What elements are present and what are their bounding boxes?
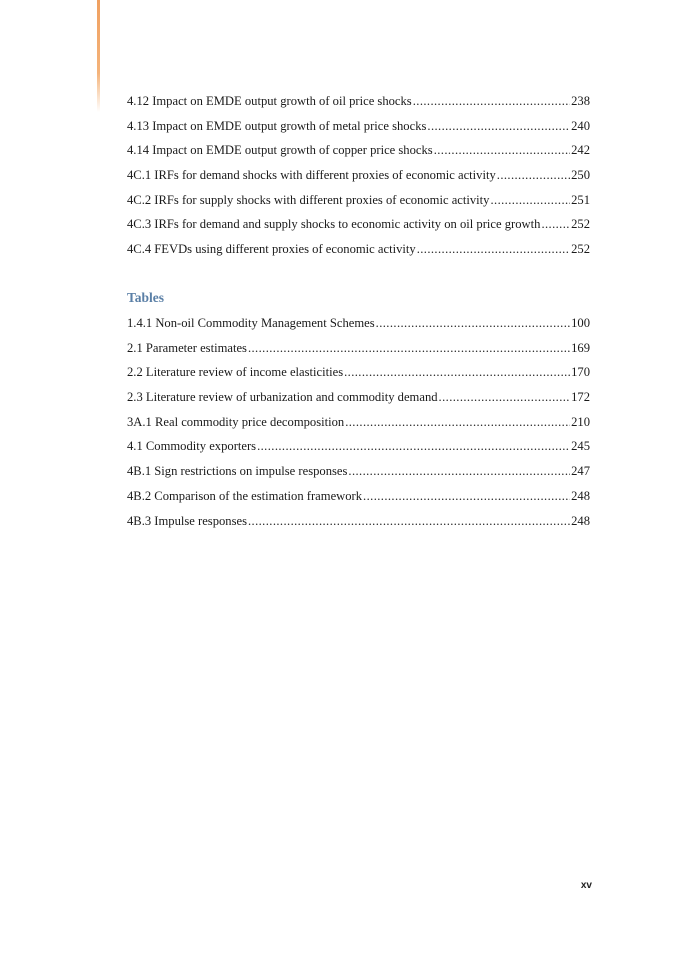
toc-leader-dots	[257, 434, 570, 459]
toc-entry-label: 4C.4 FEVDs using different proxies of economic activity	[127, 242, 416, 257]
toc-entry[interactable]	[127, 237, 590, 262]
toc-entry-label: 4B.2 Comparison of the estimation framework	[127, 488, 363, 503]
toc-entry[interactable]	[127, 114, 590, 139]
toc-entry-label: 2.3 Literature review of urbanization and commodity demand	[127, 390, 438, 405]
toc-entry[interactable]	[127, 138, 590, 163]
toc-leader-dots	[413, 89, 570, 114]
toc-entry-page: 252	[571, 217, 590, 232]
toc-entry-label: 4C.3 IRFs for demand and supply shocks to economic activity on oil price growth	[127, 217, 541, 232]
toc-entry[interactable]	[127, 385, 590, 410]
figures-list	[127, 89, 590, 262]
toc-entry-page: 169	[571, 340, 590, 355]
toc-entry-label: 4B.1 Sign restrictions on impulse responses	[127, 464, 348, 479]
toc-leader-dots	[417, 237, 570, 262]
toc-leader-dots	[345, 410, 570, 435]
toc-leader-dots	[344, 360, 570, 385]
toc-leader-dots	[541, 212, 570, 237]
toc-entry-page: 247	[571, 464, 590, 479]
toc-entry[interactable]	[127, 434, 590, 459]
toc-entry[interactable]	[127, 212, 590, 237]
toc-entry[interactable]	[127, 311, 590, 336]
toc-entry-label: 4B.3 Impulse responses	[127, 513, 247, 528]
toc-entry-label: 3A.1 Real commodity price decomposition	[127, 414, 345, 429]
toc-entry[interactable]	[127, 89, 590, 114]
toc-entry-label: 4.13 Impact on EMDE output growth of metal price shocks	[127, 118, 427, 133]
toc-entry-page: 251	[571, 192, 590, 207]
page-accent-bar	[97, 0, 100, 112]
toc-entry[interactable]	[127, 459, 590, 484]
toc-entry[interactable]	[127, 188, 590, 213]
page-number: xv	[580, 880, 592, 891]
toc-entry-label: 4.1 Commodity exporters	[127, 439, 257, 454]
toc-entry-label: 1.4.1 Non-oil Commodity Management Schemes	[127, 316, 375, 330]
toc-leader-dots	[363, 484, 570, 509]
toc-entry-label: 4.14 Impact on EMDE output growth of copper price shocks	[127, 143, 433, 158]
toc-entry-page: 242	[571, 143, 590, 158]
toc-entry[interactable]	[127, 336, 590, 361]
toc-entry-page: 248	[571, 488, 590, 503]
toc-entry-label: 4C.2 IRFs for supply shocks with different proxies of economic activity	[127, 192, 490, 207]
toc-leader-dots	[439, 385, 571, 410]
toc-entry[interactable]	[127, 484, 590, 509]
toc-leader-dots	[248, 336, 570, 361]
toc-leader-dots	[434, 138, 570, 163]
toc-entry-label: 4C.1 IRFs for demand shocks with different proxies of economic activity	[127, 168, 496, 183]
toc-entry[interactable]	[127, 410, 590, 435]
tables-section	[127, 287, 590, 533]
toc-entry-label: 4.12 Impact on EMDE output growth of oil price shocks	[127, 94, 412, 108]
toc-entry-label: 2.2 Literature review of income elasticities	[127, 365, 344, 380]
toc-leader-dots	[348, 459, 570, 484]
toc-entry-page: 245	[571, 439, 590, 454]
toc-leader-dots	[248, 509, 570, 534]
toc-leader-dots	[497, 163, 570, 188]
toc-entry-page: 210	[571, 414, 590, 429]
toc-entry-page: 100	[571, 316, 590, 330]
toc-entry[interactable]	[127, 509, 590, 534]
toc-entry-label: 2.1 Parameter estimates	[127, 340, 247, 355]
toc-leader-dots	[376, 311, 570, 336]
toc-leader-dots	[490, 188, 570, 213]
toc-entry-page: 170	[571, 365, 590, 380]
toc-entry-page: 252	[571, 242, 590, 257]
toc-entry[interactable]	[127, 360, 590, 385]
toc-entry-page: 238	[571, 94, 590, 108]
toc-entry-page: 240	[571, 118, 590, 133]
section-heading-tables: Tables	[127, 290, 165, 305]
toc-entry[interactable]	[127, 163, 590, 188]
toc-entry-page: 250	[571, 168, 590, 183]
toc-entry-page: 248	[571, 513, 590, 528]
toc-leader-dots	[427, 114, 570, 139]
toc-entry-page: 172	[571, 390, 590, 405]
